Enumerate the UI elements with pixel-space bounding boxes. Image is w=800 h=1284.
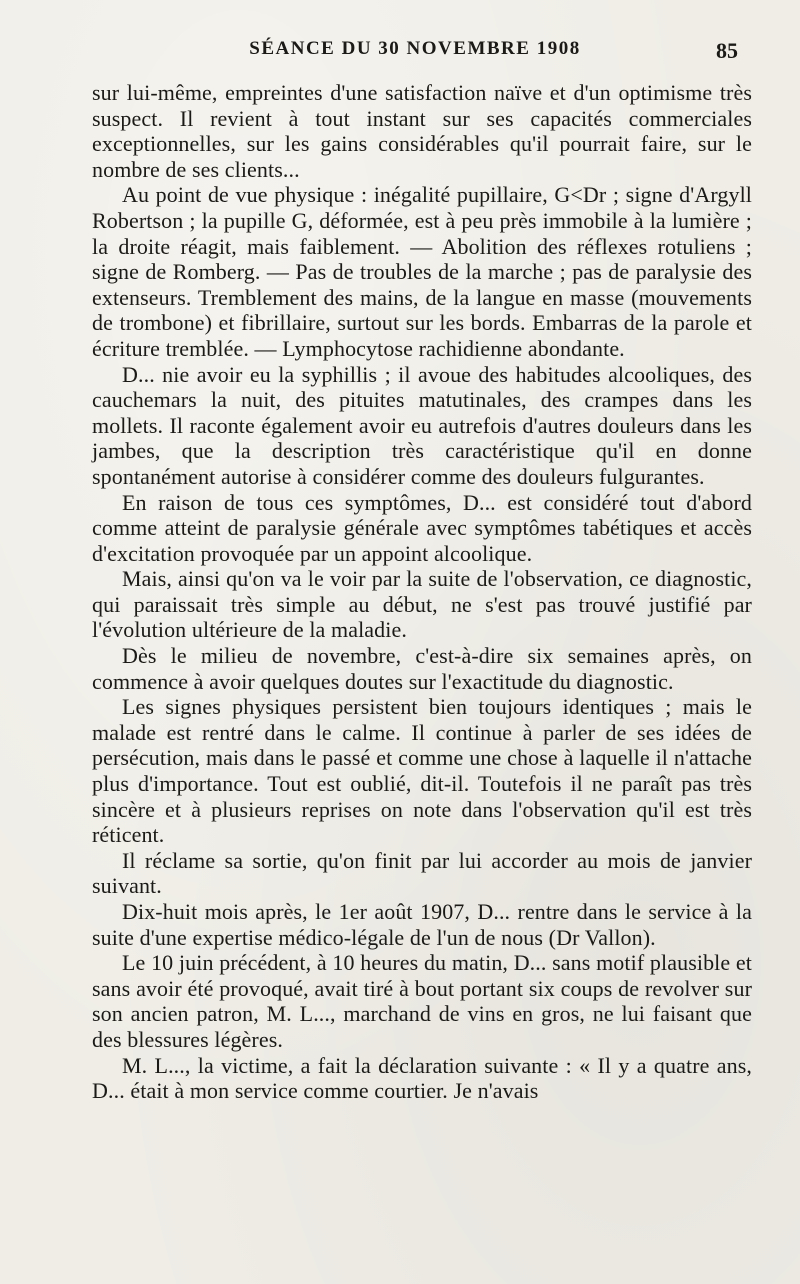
body-text <box>92 80 752 1104</box>
paragraph-8: Il réclame sa sortie, qu'on finit par lui accorder au mois de janvier suivant. <box>92 847 752 899</box>
paragraph-11: M. L..., la victime, a fait la déclaration suivante : « Il y a quatre ans, D... était à mon service comme courtier. Je n'avais <box>92 1052 752 1104</box>
page-header <box>92 38 738 70</box>
paragraph-5: Mais, ainsi qu'on va le voir par la suite de l'observation, ce diagnostic, qui paraissait très simple au début, ne s'est pas trouvé justifié par l'évolution ultérieure de la maladie. <box>92 566 752 643</box>
paragraph-3: D... nie avoir eu la syphillis ; il avoue des habitudes alcooliques, des cauchemars la nuit, des pituites matutinales, des crampes dans les mollets. Il raconte également avoir eu autrefois d'autres douleurs dans les jambes, que la description très caractéristique qu'il en donne spontanément autorise à considérer comme des douleurs fulgurantes. <box>92 361 752 489</box>
page-number: 85 <box>716 38 738 63</box>
paragraph-6: Dès le milieu de novembre, c'est-à-dire six semaines après, on commence à avoir quelques doutes sur l'exactitude du diagnostic. <box>92 643 752 694</box>
paragraph-4: En raison de tous ces symptômes, D... est considéré tout d'abord comme atteint de paralysie générale avec symptômes tabétiques et accès d'excitation provoquée par un appoint alcoolique. <box>92 489 752 566</box>
paragraph-9: Dix-huit mois après, le 1er août 1907, D... rentre dans le service à la suite d'une expertise médico-légale de l'un de nous (Dr Vallon). <box>92 899 752 950</box>
paragraph-2: Au point de vue physique : inégalité pupillaire, G<Dr ; signe d'Argyll Robertson ; la pupille G, déformée, est à peu près immobile à la lumière ; la droite réagit, mais faiblement. — Abolition des réflexes rotuliens ; signe de Romberg. — Pas de troubles de la marche ; pas de paralysie des extenseurs. Tremblement des mains, de la langue en masse (mouvements de trombone) et fibrillaire, surtout sur les bords. Embarras de la parole et écriture tremblée. — Lymphocytose rachidienne abondante. <box>92 182 752 361</box>
paragraph-7: Les signes physiques persistent bien toujours identiques ; mais le malade est rentré dans le calme. Il continue à parler de ses idées de persécution, mais dans le passé et comme une chose à laquelle il n'attache plus d'importance. Tout est oublié, dit-il. Toutefois il ne paraît pas très sincère et à plusieurs reprises on note dans l'observation qu'il est très réticent. <box>92 694 752 848</box>
paragraph-1: sur lui-même, empreintes d'une satisfaction naïve et d'un optimisme très suspect. Il revient à tout instant sur ses capacités commerciales exceptionnelles, sur les gains considérables qu'il pourrait faire, sur le nombre de ses clients... <box>92 80 752 182</box>
running-title: SÉANCE DU 30 NOVEMBRE 1908 <box>249 38 581 59</box>
paragraph-10: Le 10 juin précédent, à 10 heures du matin, D... sans motif plausible et sans avoir été provoqué, avait tiré à bout portant six coups de revolver sur son ancien patron, M. L..., marchand de vins en gros, ne lui faisant que des blessures légères. <box>92 950 752 1052</box>
